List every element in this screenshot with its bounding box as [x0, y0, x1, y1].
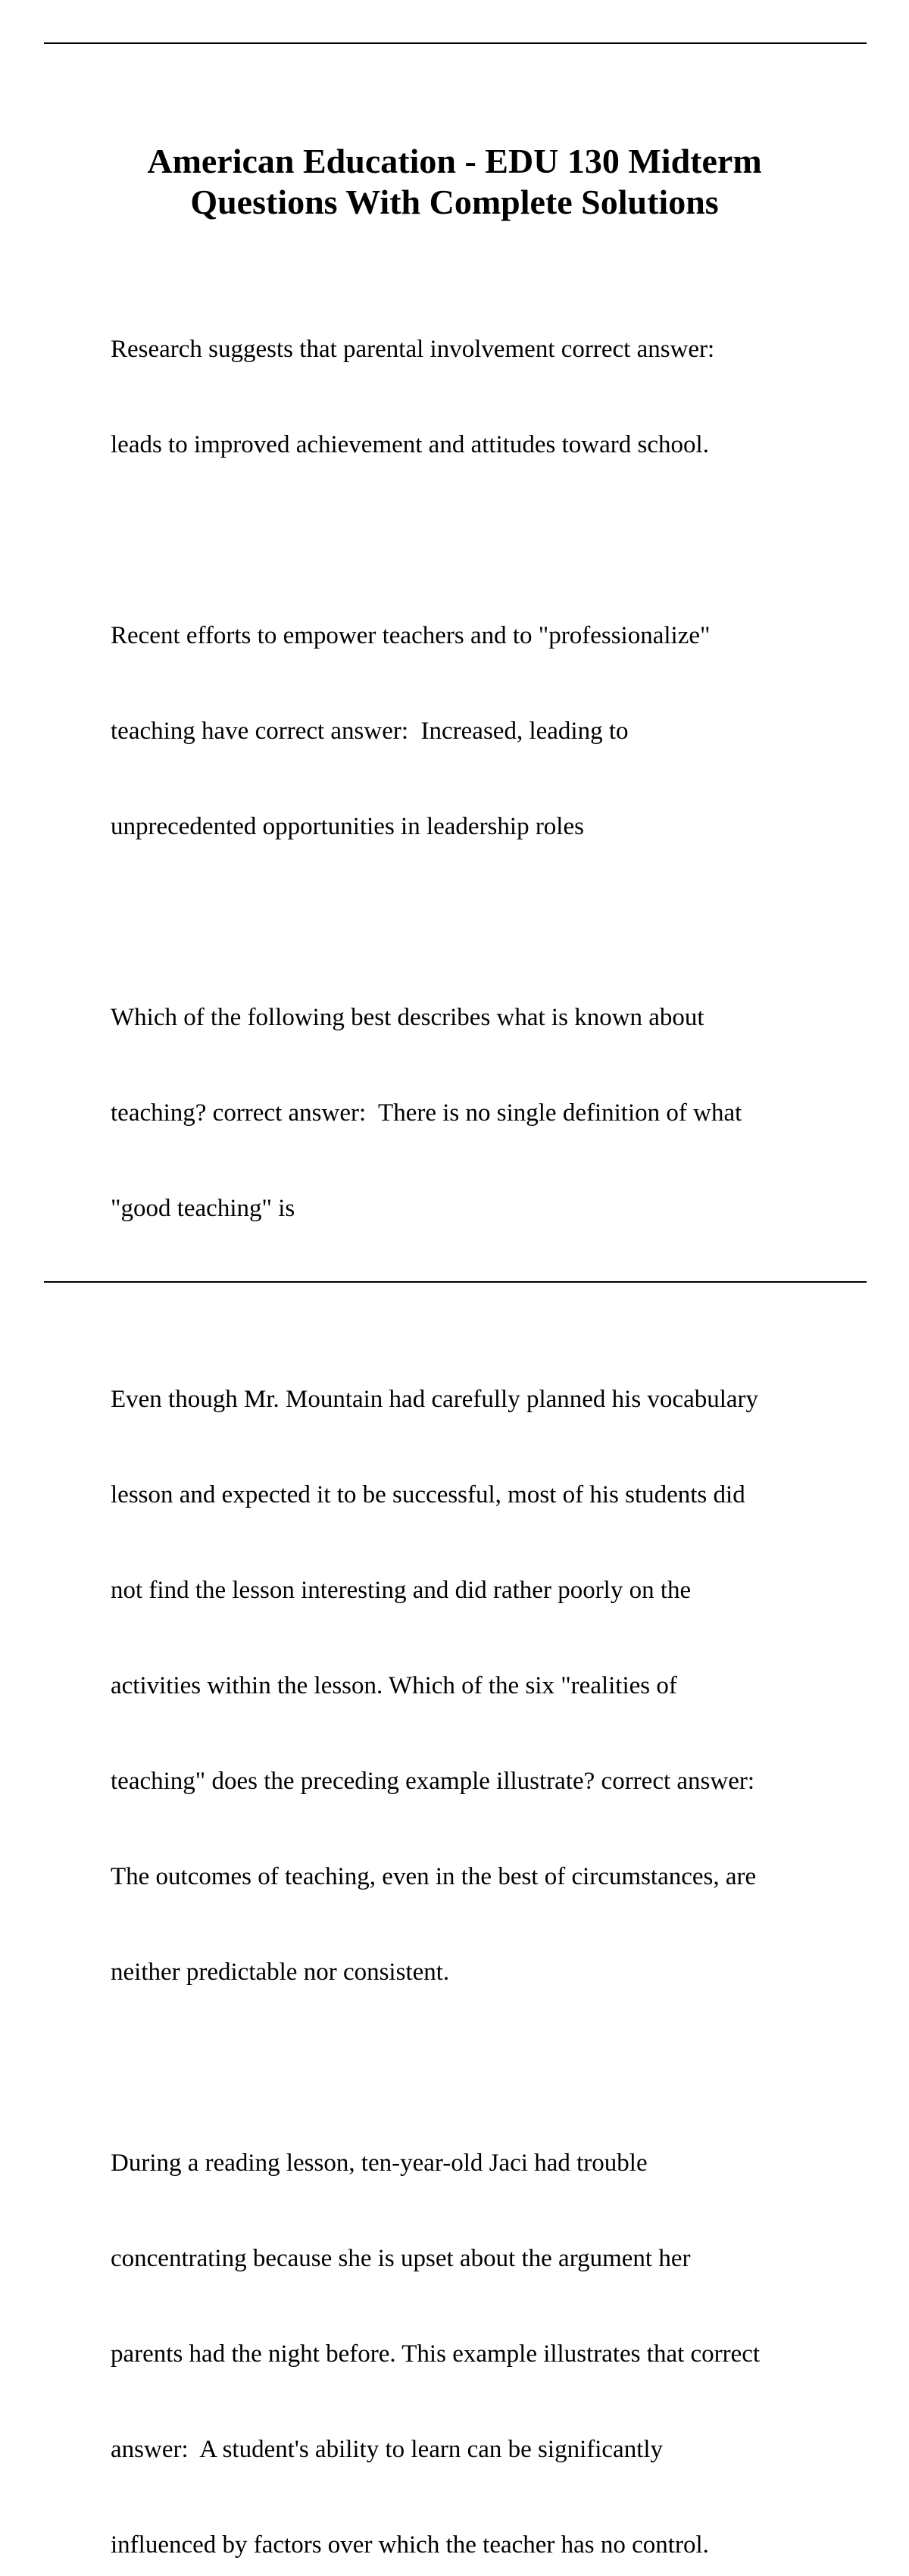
title-line: Questions With Complete Solutions	[190, 183, 719, 221]
question-line: teaching" does the preceding example illustrate? correct answer:	[111, 1768, 755, 1795]
question-line: Even though Mr. Mountain had carefully planned his vocabulary	[111, 1386, 759, 1413]
question-line: teaching? correct answer: There is no single definition of what	[111, 1099, 742, 1127]
question-list	[111, 270, 868, 2576]
question-line: lesson and expected it to be successful, most of his students did	[111, 1481, 745, 1508]
question-line: not find the lesson interesting and did rather poorly on the	[111, 1577, 692, 1604]
question-line: "good teaching" is	[111, 1195, 295, 1222]
question-line: unprecedented opportunities in leadership roles	[111, 813, 584, 840]
top-divider	[44, 42, 867, 44]
document-title	[76, 141, 833, 223]
title-line: American Education - EDU 130 Midterm	[147, 142, 762, 180]
question-line: answer: A student's ability to learn can be significantly	[111, 2436, 664, 2463]
question-line: activities within the lesson. Which of the six "realities of	[111, 1672, 677, 1699]
question-block	[111, 270, 868, 524]
question-line: parents had the night before. This example illustrates that correct	[111, 2340, 761, 2368]
question-line: leads to improved achievement and attitudes toward school.	[111, 431, 709, 458]
question-line: Research suggests that parental involvement correct answer:	[111, 336, 715, 363]
question-block	[111, 938, 868, 1288]
question-block	[111, 556, 868, 906]
question-line: Recent efforts to empower teachers and to "professionalize"	[111, 622, 711, 649]
question-line: neither predictable nor consistent.	[111, 1959, 450, 1986]
question-line: influenced by factors over which the teacher has no control.	[111, 2531, 709, 2559]
question-block	[111, 2084, 868, 2576]
question-line: concentrating because she is upset about the argument her	[111, 2245, 691, 2272]
question-line: The outcomes of teaching, even in the best of circumstances, are	[111, 1863, 757, 1890]
question-line: Which of the following best describes what is known about	[111, 1004, 704, 1031]
question-line: During a reading lesson, ten-year-old Jaci had trouble	[111, 2149, 648, 2177]
question-block	[111, 1320, 868, 2052]
bottom-divider	[44, 1281, 867, 1283]
question-line: teaching have correct answer: Increased, leading to	[111, 717, 629, 745]
